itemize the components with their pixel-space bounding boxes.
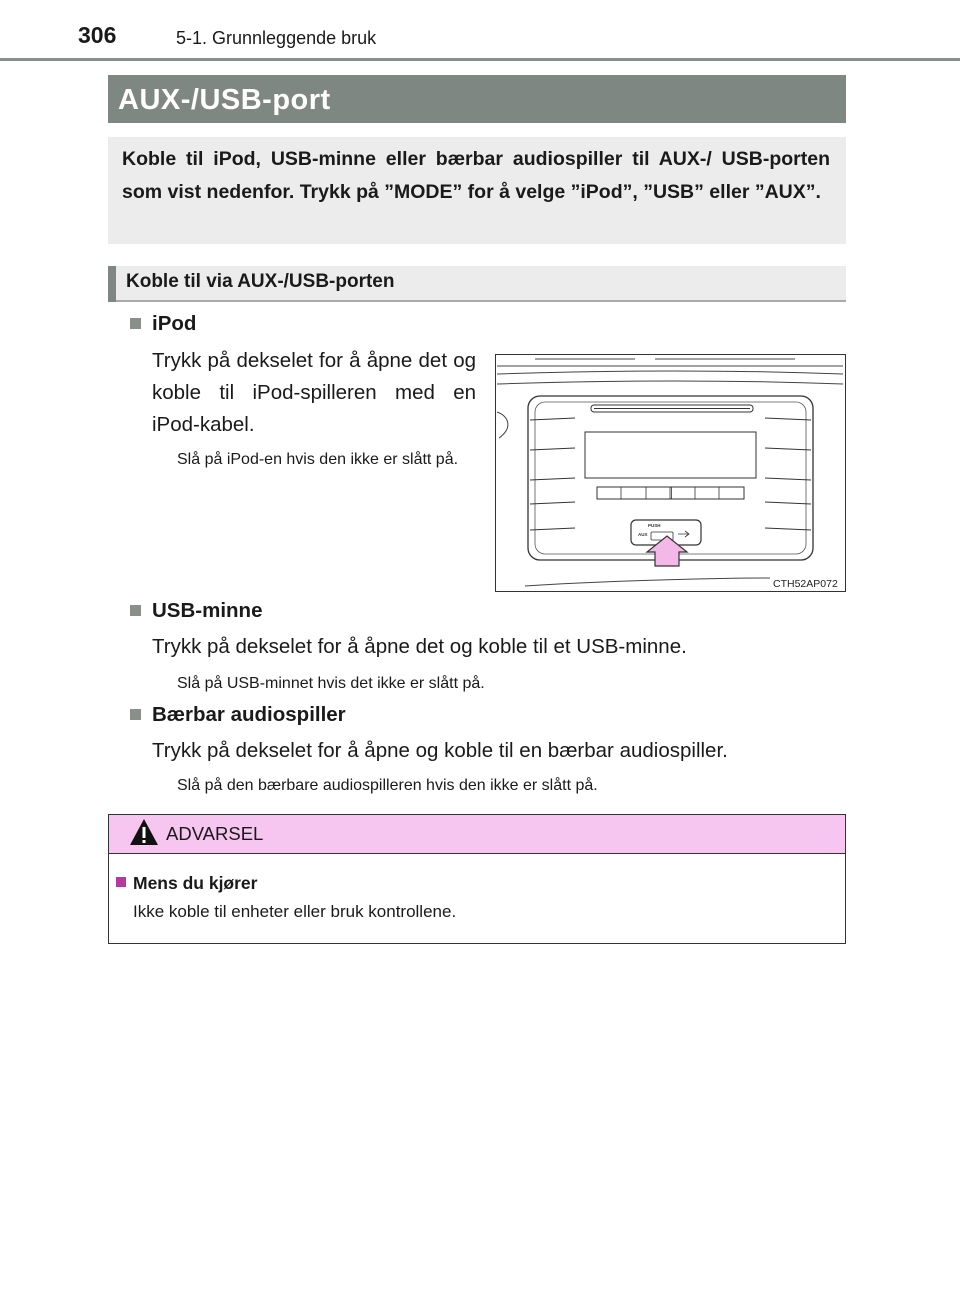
bullet-square-icon (130, 605, 141, 616)
subheading-accent-bar (108, 266, 116, 302)
bullet-square-icon (130, 318, 141, 329)
header-divider (0, 58, 960, 61)
page-number: 306 (78, 22, 117, 48)
push-label: PUSH (648, 523, 661, 528)
bullet-square-icon (130, 709, 141, 720)
item-note-usb: Slå på USB-minnet hvis det ikke er slått på. (177, 675, 485, 692)
item-note-ipod: Slå på iPod-en hvis den ikke er slått på. (177, 451, 459, 468)
item-title-ipod: iPod (152, 312, 197, 335)
warning-triangle-icon (128, 816, 160, 848)
section-title: AUX-/USB-port (118, 84, 331, 116)
intro-text: Koble til iPod, USB-minne eller bærbar audiospiller til AUX-/ USB-porten som vist nedenfor. Trykk på ”MODE” for å velge ”iPod”, ”USB” eller ”AUX”. (122, 148, 830, 203)
item-body-ipod: Trykk på dekselet for å åpne det og koble til iPod-spilleren med en iPod-kabel. (152, 349, 476, 436)
aux-label: AUX (638, 532, 648, 537)
item-body-audio: Trykk på dekselet for å åpne og koble til en bærbar audiospiller. (152, 739, 728, 762)
figure-code: CTH52AP072 (773, 578, 838, 590)
warning-label: ADVARSEL (166, 823, 264, 844)
warning-bullet-icon (116, 877, 126, 887)
item-body-usb: Trykk på dekselet for å åpne det og koble til et USB-minne. (152, 635, 687, 658)
aux-usb-port-illustration (495, 354, 846, 592)
warning-title: Mens du kjører (133, 873, 258, 893)
chapter-title: 5-1. Grunnleggende bruk (176, 28, 377, 48)
warning-text: Ikke koble til enheter eller bruk kontrollene. (133, 902, 457, 921)
item-title-audio: Bærbar audiospiller (152, 703, 346, 726)
subheading: Koble til via AUX-/USB-porten (126, 271, 395, 292)
item-title-usb: USB-minne (152, 599, 263, 622)
item-note-audio: Slå på den bærbare audiospilleren hvis den ikke er slått på. (177, 777, 598, 794)
